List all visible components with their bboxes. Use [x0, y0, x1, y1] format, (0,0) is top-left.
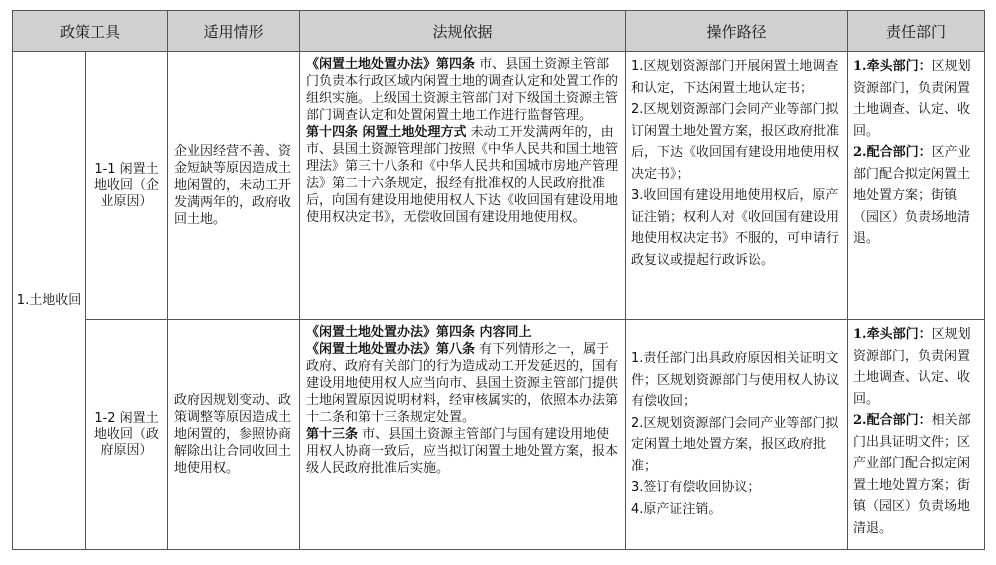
legal-basis-cell: [300, 52, 626, 320]
category-cell: 1.土地收回: [13, 52, 86, 550]
header-policy-tool: 政策工具: [13, 11, 168, 52]
legal-basis-cell: [300, 320, 626, 550]
subcategory-cell: 1-1 闲置土地收回（企业原因）: [86, 52, 168, 320]
law-paragraph: [306, 324, 621, 341]
dept-lead-label: 1.牵头部门：: [853, 59, 932, 74]
dept-lead: [853, 56, 980, 142]
path-step: 2.区规划资源部门会同产业等部门拟订闲置土地处置方案，报区政府批准后，下达《收回国有建设用地使用权决定书》；: [631, 102, 840, 182]
law-paragraph: [306, 426, 621, 477]
header-situation: 适用情形: [168, 11, 300, 52]
header-responsible-dept: 责任部门: [848, 11, 985, 52]
path-step: 1.责任部门出具政府原因相关证明文件；区规划资源部门与使用权人协议有偿收回；: [631, 351, 840, 409]
law-article-title: 《闲置土地处置办法》第四条: [306, 57, 476, 72]
law-article-title: 《闲置土地处置办法》第四条 内容同上: [306, 325, 532, 340]
law-article-text: 市、县国土资源主管部门与国有建设用地使用权人协商一致后，应当拟订闲置土地处置方案，报本级人民政府批准后实施。: [306, 427, 619, 476]
header-row: [13, 11, 985, 52]
path-step: 3.签订有偿收回协议；: [631, 480, 761, 495]
law-article-title: 《闲置土地处置办法》第八条: [306, 342, 476, 357]
path-step: 4.原产证注销。: [631, 501, 722, 517]
dept-coop-text: 相关部门出具证明文件；区产业部门配合拟定闲置土地处置方案；街镇（园区）负责场地清退。: [853, 413, 971, 536]
responsible-dept-cell: [848, 52, 985, 320]
dept-lead-text: 区规划资源部门，负责闲置土地调查、认定、收回。: [853, 59, 971, 139]
responsible-dept-cell: [848, 320, 985, 550]
law-paragraph: [306, 341, 621, 426]
dept-coop-text: 区产业部门配合拟定闲置土地处置方案；街镇（园区）负责场地清退。: [853, 145, 971, 246]
situation-cell: 政府因规划变动、政策调整等原因造成土地闲置的，参照协商解除出让合同收回土地使用权。: [168, 320, 300, 550]
dept-lead: [853, 324, 980, 410]
path-step: 2.区规划资源部门会同产业等部门拟定闲置土地处置方案，报区政府批准；: [631, 415, 839, 474]
table-row: [13, 320, 985, 550]
operation-path-cell: [626, 52, 848, 320]
law-paragraph: [306, 56, 621, 124]
path-step: 1.区规划资源部门开展闲置土地调查和认定，下达闲置土地认定书；: [631, 59, 839, 96]
policy-table-container: [12, 10, 985, 550]
law-article-text: 市、县国土资源主管部门负责本行政区域内闲置土地的调查认定和处置工作的组织实施。上级国土资源主管部门对下级国土资源主管部门调查认定和处置闲置土地工作进行监督管理。: [306, 57, 619, 123]
path-step: 3.收回国有建设用地使用权后，原产证注销；权利人对《收回国有建设用地使用权决定书》不服的，可申请行政复议或提起行政诉讼。: [631, 188, 840, 268]
dept-coop-label: 2.配合部门：: [853, 145, 932, 160]
dept-coop: [853, 410, 980, 539]
dept-coop-label: 2.配合部门：: [853, 413, 932, 428]
law-article-title: 第十三条: [306, 427, 359, 442]
policy-table: [12, 10, 985, 550]
dept-coop: [853, 142, 980, 250]
operation-path-cell: [626, 320, 848, 550]
law-article-text: 有下列情形之一，属于政府、政府有关部门的行为造成动工开发延迟的，国有建设用地使用权人应当向市、县国土资源主管部门提供土地闲置原因说明材料，经审核属实的，依照本办法第十二条和第十三条规定处置。: [306, 342, 619, 425]
subcategory-cell: 1-2 闲置土地收回（政府原因）: [86, 320, 168, 550]
law-paragraph: [306, 124, 621, 226]
law-article-title: 第十四条 闲置土地处理方式: [306, 125, 467, 140]
dept-lead-label: 1.牵头部门：: [853, 327, 932, 342]
law-article-text: 未动工开发满两年的，由市、县国土资源管理部门按照《中华人民共和国土地管理法》第三十八条和《中华人民共和国城市房地产管理法》第二十六条规定，报经有批准权的人民政府批准后，向国有建设用地使用权人下达《收回国有建设用地使用权决定书》，无偿收回国有建设用地使用权。: [306, 125, 619, 225]
table-row: [13, 52, 985, 320]
header-legal-basis: 法规依据: [300, 11, 626, 52]
situation-cell: 企业因经营不善、资金短缺等原因造成土地闲置的，未动工开发满两年的，政府收回土地。: [168, 52, 300, 320]
header-operation-path: 操作路径: [626, 11, 848, 52]
dept-lead-text: 区规划资源部门，负责闲置土地调查、认定、收回。: [853, 327, 971, 407]
